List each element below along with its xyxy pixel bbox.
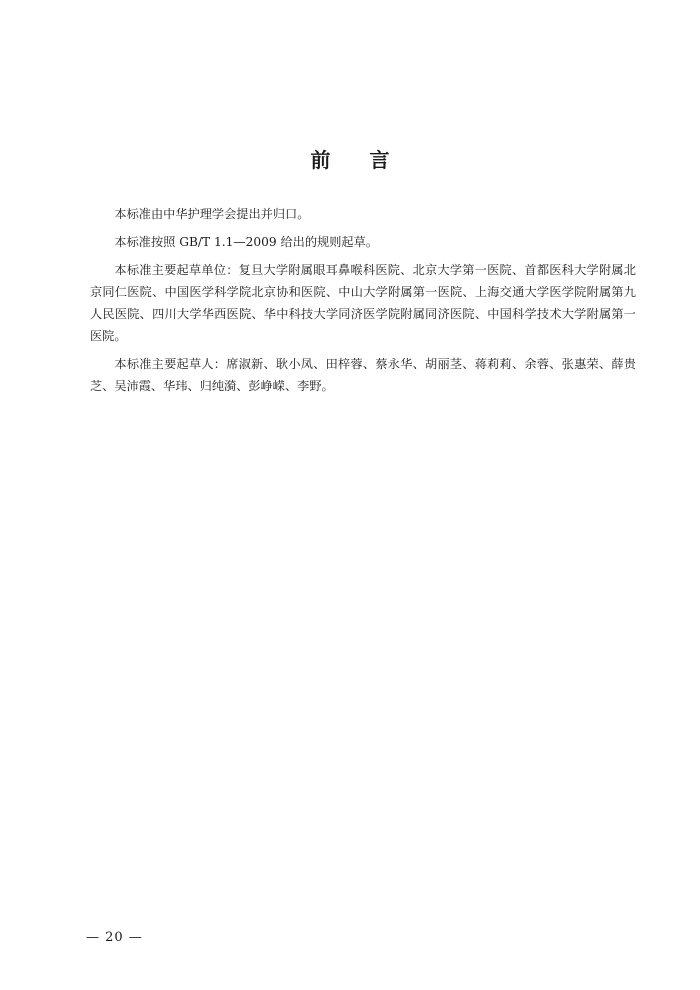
page-title: 前 言 xyxy=(310,148,406,172)
page-number: — 20 — xyxy=(86,930,143,945)
paragraph-drafters: 本标准主要起草人：席淑新、耿小凤、田梓蓉、蔡永华、胡丽茎、蒋莉莉、余蓉、张惠荣、薛贵芝、吴沛霞、华玮、归纯漪、彭峥嵘、李野。 xyxy=(90,357,636,393)
paragraph-proposer: 本标准由中华护理学会提出并归口。 xyxy=(114,207,310,221)
paragraph-drafting-units: 本标准主要起草单位：复旦大学附属眼耳鼻喉科医院、北京大学第一医院、首都医科大学附属北京同仁医院、中国医学科学院北京协和医院、中山大学附属第一医院、上海交通大学医学院附属第九人民医院、四川大学华西医院、华中科技大学同济医学院附属同济医院、中国科学技术大学附属第一医院。 xyxy=(90,263,636,343)
paragraph-drafting-rules: 本标准按照 GB/T 1.1—2009 给出的规则起草。 xyxy=(114,235,378,249)
foreword-body xyxy=(90,203,636,403)
